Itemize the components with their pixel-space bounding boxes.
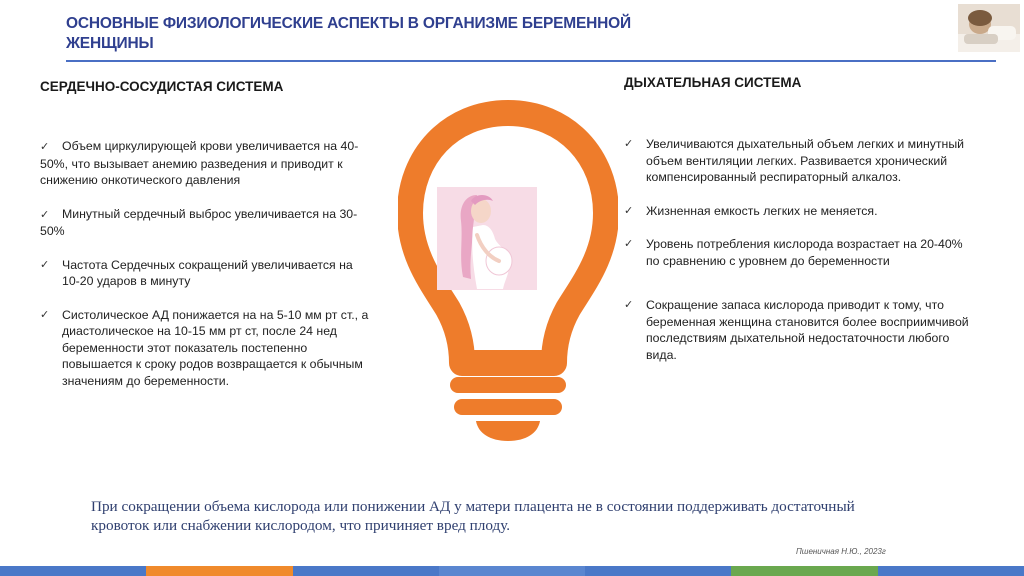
list-item — [40, 138, 370, 189]
list-item — [624, 236, 974, 269]
corner-photo — [958, 4, 1020, 52]
respiratory-section-title: ДЫХАТЕЛЬНАЯ СИСТЕМА — [624, 75, 802, 90]
page-title: ОСНОВНЫЕ ФИЗИОЛОГИЧЕСКИЕ АСПЕКТЫ В ОРГАНИЗМЕ БЕРЕМЕННОЙ ЖЕНЩИНЫ — [66, 15, 631, 52]
footer-segment — [439, 566, 585, 576]
list-item — [40, 307, 370, 390]
footer-segment — [731, 566, 877, 576]
footer-segment — [585, 566, 731, 576]
list-item-text: Уровень потребления кислорода возрастает на 20-40% по сравнению с уровнем до беременности — [646, 237, 963, 268]
footer-color-bar — [0, 566, 1024, 576]
list-item — [40, 206, 370, 240]
list-item — [40, 257, 370, 290]
cardio-list — [40, 138, 370, 406]
list-item-text: Объем циркулирующей крови увеличивается на 40- 50%, что вызывает анемию разведения и приводит к снижению онкотического давления — [40, 139, 359, 187]
list-item-text: Жизненная емкость легких не меняется. — [646, 203, 878, 218]
list-item-text: Минутный сердечный выброс увеличивается на 30-50% — [40, 206, 358, 238]
list-item-text: Увеличиваются дыхательный объем легких и минутный объем вентиляции легких. Развивается хронический компенсированный респираторный алкалоз. — [646, 137, 965, 184]
list-item — [624, 297, 974, 363]
list-item-text: Частота Сердечных сокращений увеличивается на 10-20 ударов в минуту — [62, 257, 353, 288]
list-item — [624, 136, 974, 186]
check-icon: ✓ — [40, 258, 50, 271]
cardio-section-title: СЕРДЕЧНО-СОСУДИСТАЯ СИСТЕМА — [40, 79, 284, 94]
footer-segment — [878, 566, 1024, 576]
footer-segment — [146, 566, 292, 576]
pregnant-woman-illustration — [437, 187, 537, 290]
check-icon: ✓ — [40, 208, 50, 221]
check-icon: ✓ — [624, 204, 634, 217]
check-icon: ✓ — [624, 299, 634, 311]
author-credit: Пшеничная Н.Ю., 2023г — [796, 547, 886, 556]
respiratory-list — [624, 136, 974, 380]
list-item-text: Сокращение запаса кислорода приводит к тому, что беременная женщина становится более восприимчивой последствиям дыхательной недостаточности любого вида. — [646, 298, 969, 362]
list-item-text: Систолическое АД понижается на на 5-10 мм рт ст., а диастолическое на 10-15 мм рт ст, после 24 нед беременности этот показатель постепенно повышается к сроку родов возвращается к обычным значениям до беременности. — [62, 307, 369, 388]
check-icon: ✓ — [40, 141, 50, 153]
list-item — [624, 203, 974, 220]
conclusion-note: При сокращении объема кислорода или понижении АД у матери плацента не в состоянии поддерживать достаточный кровоток или снабжении кислородом, что причиняет вред плоду. — [91, 498, 855, 534]
check-icon: ✓ — [40, 308, 50, 321]
check-icon: ✓ — [624, 138, 634, 150]
check-icon: ✓ — [624, 238, 634, 250]
footer-segment — [0, 566, 146, 576]
title-divider — [66, 60, 996, 62]
footer-segment — [293, 566, 439, 576]
